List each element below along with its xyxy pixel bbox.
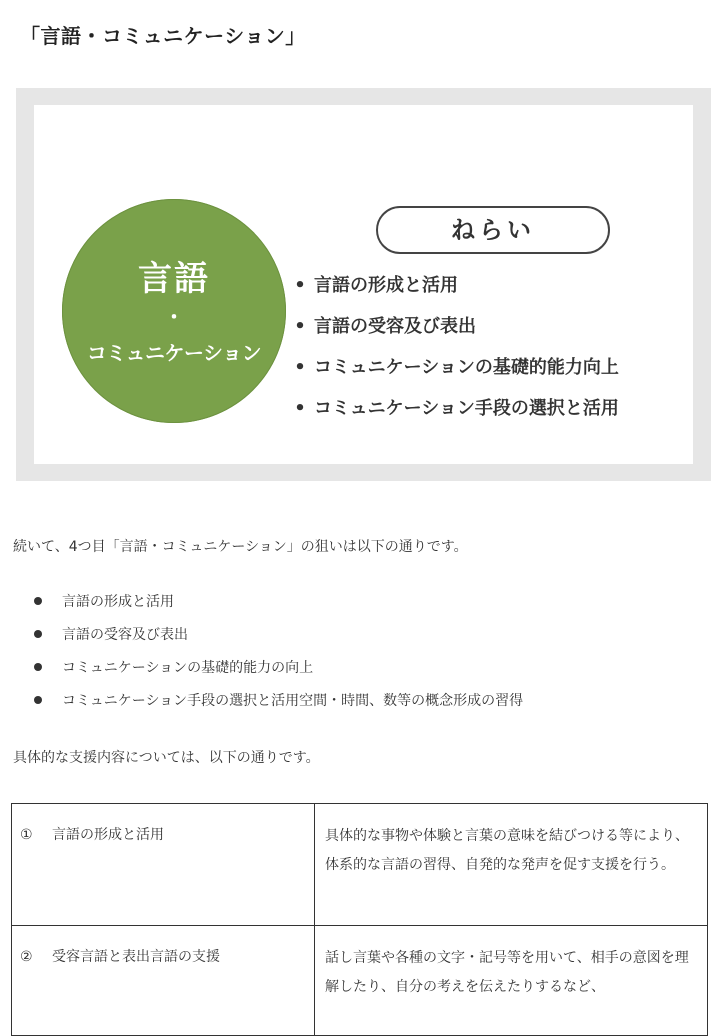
- aims-pill: ねらい: [376, 206, 610, 254]
- goals-list: [34, 588, 523, 720]
- figure-panel: [34, 105, 693, 464]
- bullet-icon: [34, 663, 42, 671]
- intro-text: 続いて、4つ目「言語・コミュニケーション」の狙いは以下の通りです。: [13, 539, 468, 555]
- page-title: 「言語・コミュニケーション」: [20, 24, 306, 48]
- table-cell-desc: 具体的な事物や体験と言葉の意味を結びつける等により、体系的な言語の習得、自発的な発声を促す支援を行う。: [315, 804, 708, 926]
- bullet-icon: •: [294, 316, 306, 337]
- list-item: コミュニケーション手段の選択と活用空間・時間、数等の概念形成の習得: [34, 687, 523, 720]
- circle-subtitle: コミュニケーション: [86, 341, 262, 365]
- list-item: 言語の形成と活用: [34, 588, 523, 621]
- circle-separator: ・: [164, 305, 184, 329]
- list-item: 言語の受容及び表出: [34, 621, 523, 654]
- bullet-icon: •: [294, 398, 306, 419]
- table-cell-desc: 話し言葉や各種の文字・記号等を用いて、相手の意図を理解したり、自分の考えを伝えたりするなど、: [315, 926, 708, 1036]
- figure-aim-item: • 言語の受容及び表出: [286, 306, 619, 347]
- figure-aim-item: • コミュニケーション手段の選択と活用: [286, 388, 619, 429]
- figure-aim-item: • コミュニケーションの基礎的能力向上: [286, 347, 619, 388]
- bullet-icon: [34, 696, 42, 704]
- figure-aim-list: [286, 265, 619, 429]
- figure-aim-item: • 言語の形成と活用: [286, 265, 619, 306]
- support-table: [11, 803, 708, 1036]
- bullet-icon: •: [294, 275, 306, 296]
- topic-circle: [62, 199, 286, 423]
- list-item: コミュニケーションの基礎的能力の向上: [34, 654, 523, 687]
- table-row: [12, 926, 708, 1036]
- table-cell-title: ② 受容言語と表出言語の支援: [12, 926, 315, 1036]
- bullet-icon: [34, 630, 42, 638]
- aims-figure: [16, 88, 711, 481]
- bullet-icon: •: [294, 357, 306, 378]
- support-intro-text: 具体的な支援内容については、以下の通りです。: [13, 750, 320, 766]
- circle-title: 言語: [138, 259, 210, 299]
- bullet-icon: [34, 597, 42, 605]
- table-cell-title: ① 言語の形成と活用: [12, 804, 315, 926]
- table-row: [12, 804, 708, 926]
